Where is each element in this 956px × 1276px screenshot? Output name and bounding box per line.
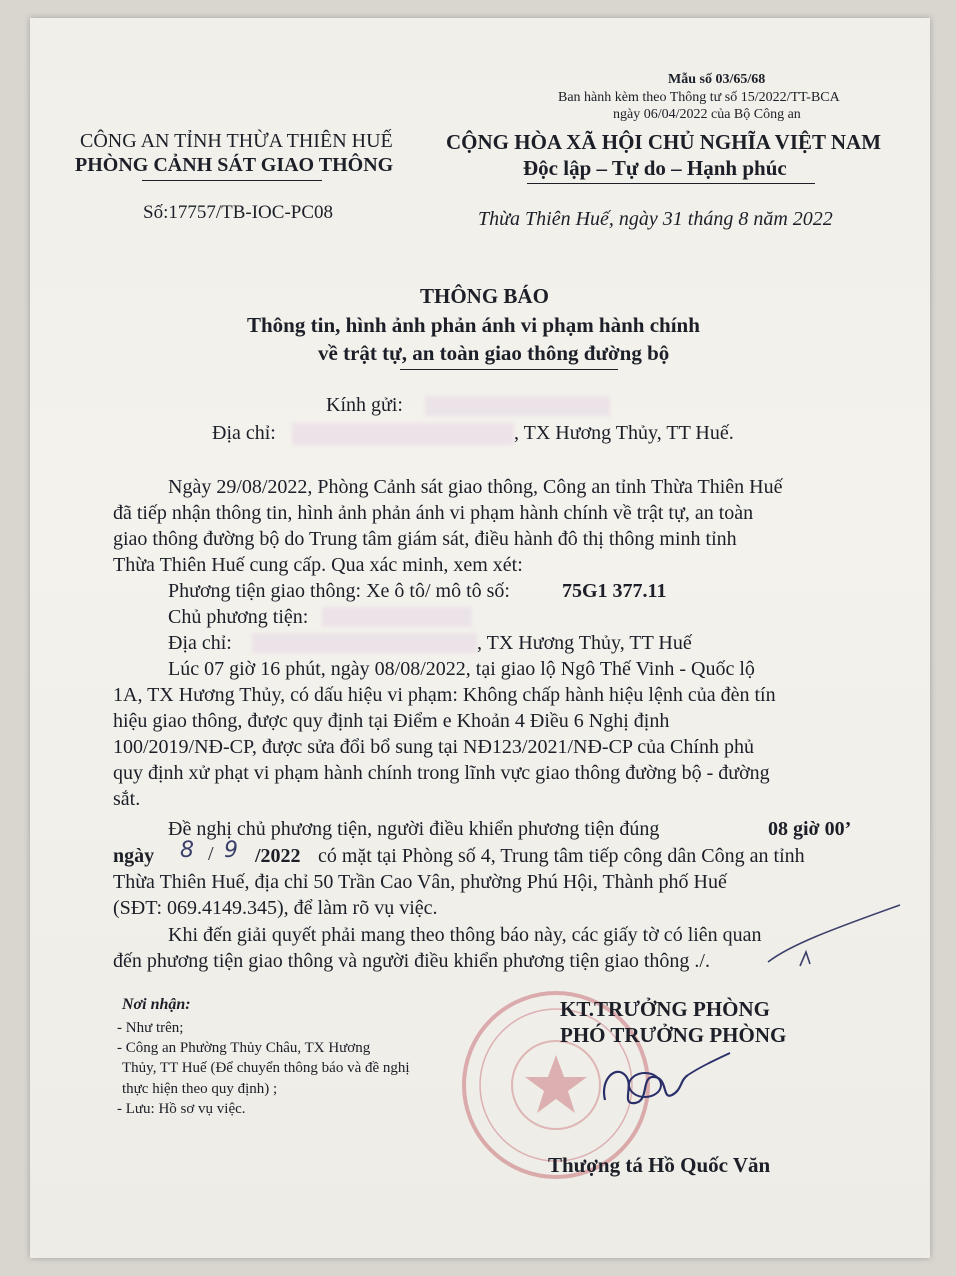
- agency-department: PHÒNG CẢNH SÁT GIAO THÔNG: [75, 154, 394, 176]
- body-p1-line1: Ngày 29/08/2022, Phòng Cảnh sát giao thông, Công an tỉnh Thừa Thiên Huế: [168, 476, 783, 498]
- owner-label: Chủ phương tiện:: [168, 606, 309, 628]
- redacted-recipient-name: [425, 396, 610, 416]
- violation-line1: Lúc 07 giờ 16 phút, ngày 08/08/2022, tại giao lộ Ngô Thế Vinh - Quốc lộ: [168, 658, 755, 680]
- pen-mark: [760, 900, 910, 980]
- appointment-ngay: ngày: [113, 845, 155, 867]
- to-label: Kính gửi:: [326, 394, 403, 416]
- violation-line6: sắt.: [113, 788, 141, 810]
- recipient-item-2-line3: thực hiện theo quy định) ;: [122, 1081, 278, 1097]
- document-number: Số:17757/TB-IOC-PC08: [143, 202, 334, 223]
- notice-title: THÔNG BÁO: [420, 284, 549, 308]
- request-line1: Đề nghị chủ phương tiện, người điều khiển phương tiện đúng: [168, 818, 660, 840]
- violation-line4: 100/2019/NĐ-CP, được sửa đổi bổ sung tại NĐ123/2021/NĐ-CP của Chính phủ: [113, 736, 754, 758]
- request-line2-tail: có mặt tại Phòng số 4, Trung tâm tiếp công dân Công an tỉnh: [318, 845, 805, 867]
- handwritten-month: 9: [224, 838, 238, 863]
- handwritten-day: 8: [180, 838, 194, 863]
- vehicle-label: Phương tiện giao thông: Xe ô tô/ mô tô số:: [168, 580, 510, 602]
- signature-title-2: PHÓ TRƯỞNG PHÒNG: [560, 1023, 787, 1047]
- signer-name: Thượng tá Hồ Quốc Văn: [548, 1153, 771, 1177]
- form-issued-with: Ban hành kèm theo Thông tư số 15/2022/TT-BCA: [558, 90, 840, 105]
- date-slash: /: [208, 843, 214, 865]
- signature-scribble: [590, 1045, 740, 1115]
- notice-subtitle-1: Thông tin, hình ảnh phản ánh vi phạm hành chính: [247, 313, 700, 337]
- request-line4: (SĐT: 069.4149.345), để làm rõ vụ việc.: [113, 897, 438, 919]
- national-title: CỘNG HÒA XÃ HỘI CHỦ NGHĨA VIỆT NAM: [446, 130, 882, 154]
- national-motto: Độc lập – Tự do – Hạnh phúc: [523, 156, 787, 180]
- closing-line1: Khi đến giải quyết phải mang theo thông báo này, các giấy tờ có liên quan: [168, 924, 762, 946]
- recipient-item-3: - Lưu: Hồ sơ vụ việc.: [117, 1101, 246, 1117]
- vehicle-plate: 75G1 377.11: [562, 580, 667, 602]
- violation-line2: 1A, TX Hương Thủy, có dấu hiệu vi phạm: Không chấp hành hiệu lệnh của đèn tín: [113, 684, 776, 706]
- violation-line5: quy định xử phạt vi phạm hành chính trong lĩnh vực giao thông đường bộ - đường: [113, 762, 770, 784]
- motto-underline: [527, 183, 815, 184]
- agency-underline: [142, 180, 322, 181]
- appointment-year: /2022: [255, 845, 301, 867]
- place-date: Thừa Thiên Huế, ngày 31 tháng 8 năm 2022: [478, 208, 833, 230]
- owner-address-tail: , TX Hương Thủy, TT Huế: [477, 632, 692, 654]
- notice-subtitle-2: về trật tự, an toàn giao thông đường bộ: [318, 341, 670, 365]
- signature-title-1: KT.TRƯỞNG PHÒNG: [560, 997, 770, 1021]
- redacted-owner-name: [322, 607, 472, 627]
- appointment-time: 08 giờ 00’: [768, 818, 852, 840]
- address-tail: , TX Hương Thủy, TT Huế.: [514, 422, 734, 444]
- redacted-recipient-address: [292, 423, 514, 445]
- violation-line3: hiệu giao thông, được quy định tại Điểm e Khoản 4 Điều 6 Nghị định: [113, 710, 670, 732]
- body-p1-line3: giao thông đường bộ do Trung tâm giám sát, điều hành đô thị thông minh tỉnh: [113, 528, 737, 550]
- redacted-owner-address: [252, 633, 477, 653]
- owner-address-label: Địa chỉ:: [168, 632, 232, 654]
- form-issued-date: ngày 06/04/2022 của Bộ Công an: [613, 107, 801, 122]
- body-p1-line2: đã tiếp nhận thông tin, hình ảnh phản ánh vi phạm hành chính về trật tự, an toàn: [113, 502, 754, 524]
- closing-line2: đến phương tiện giao thông và người điều khiển phương tiện giao thông ./.: [113, 950, 710, 972]
- body-p1-line4: Thừa Thiên Huế cung cấp. Qua xác minh, xem xét:: [113, 554, 523, 576]
- recipient-item-1: - Như trên;: [117, 1020, 184, 1036]
- agency-name: CÔNG AN TỈNH THỪA THIÊN HUẾ: [80, 130, 393, 152]
- request-line3: Thừa Thiên Huế, địa chỉ 50 Trần Cao Vân, phường Phú Hội, Thành phố Huế: [113, 871, 727, 893]
- form-number: Mẫu số 03/65/68: [668, 72, 766, 87]
- recipient-item-2-line2: Thủy, TT Huế (Để chuyển thông báo và đề nghị: [122, 1060, 410, 1076]
- address-label: Địa chỉ:: [212, 422, 276, 444]
- recipients-label: Nơi nhận:: [122, 996, 191, 1013]
- recipient-item-2-line1: - Công an Phường Thủy Châu, TX Hương: [117, 1040, 371, 1056]
- subtitle-underline: [400, 369, 618, 370]
